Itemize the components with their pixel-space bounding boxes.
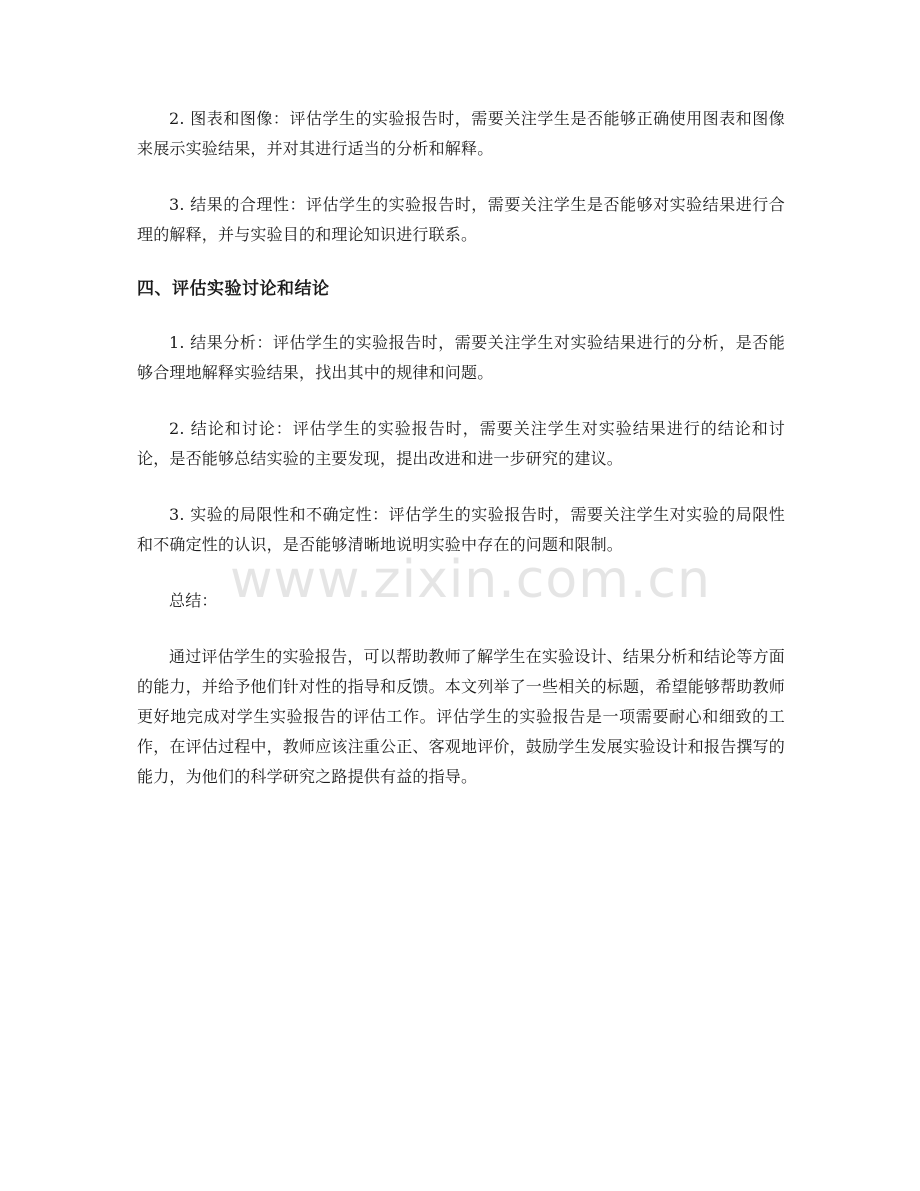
watermark-text: www.zixin.com.cn <box>230 550 711 610</box>
section-heading-discussion-conclusion: 四、评估实验讨论和结论 <box>137 279 330 299</box>
summary-paragraph: 通过评估学生的实验报告，可以帮助教师了解学生在实验设计、结果分析和结论等方面的能力，并给予他们针对性的指导和反馈。本文列举了一些相关的标题，希望能够帮助教师更好地完成对学生实验报告的评估工作。评估学生的实验报告是一项需要耐心和细致的工作，在评估过程中，教师应该注重公正、客观地评价，鼓励学生发展实验设计和报告撰写的能力，为他们的科学研究之路提供有益的指导。 <box>137 647 786 786</box>
document-body <box>137 104 785 792</box>
paragraph-charts-images: 2. 图表和图像：评估学生的实验报告时，需要关注学生是否能够正确使用图表和图像来展示实验结果，并对其进行适当的分析和解释。 <box>137 109 785 158</box>
paragraph-result-analysis: 1. 结果分析：评估学生的实验报告时，需要关注学生对实验结果进行的分析，是否能够合理地解释实验结果，找出其中的规律和问题。 <box>137 333 785 382</box>
paragraph-conclusion-discussion: 2. 结论和讨论：评估学生的实验报告时，需要关注学生对实验结果进行的结论和讨论，是否能够总结实验的主要发现，提出改进和进一步研究的建议。 <box>137 419 785 468</box>
paragraph-limitations: 3. 实验的局限性和不确定性：评估学生的实验报告时，需要关注学生对实验的局限性和不确定性的认识，是否能够清晰地说明实验中存在的问题和限制。 <box>137 505 785 554</box>
summary-label: 总结： <box>169 591 218 610</box>
paragraph-result-reasonableness: 3. 结果的合理性：评估学生的实验报告时，需要关注学生是否能够对实验结果进行合理的解释，并与实验目的和理论知识进行联系。 <box>137 195 785 244</box>
